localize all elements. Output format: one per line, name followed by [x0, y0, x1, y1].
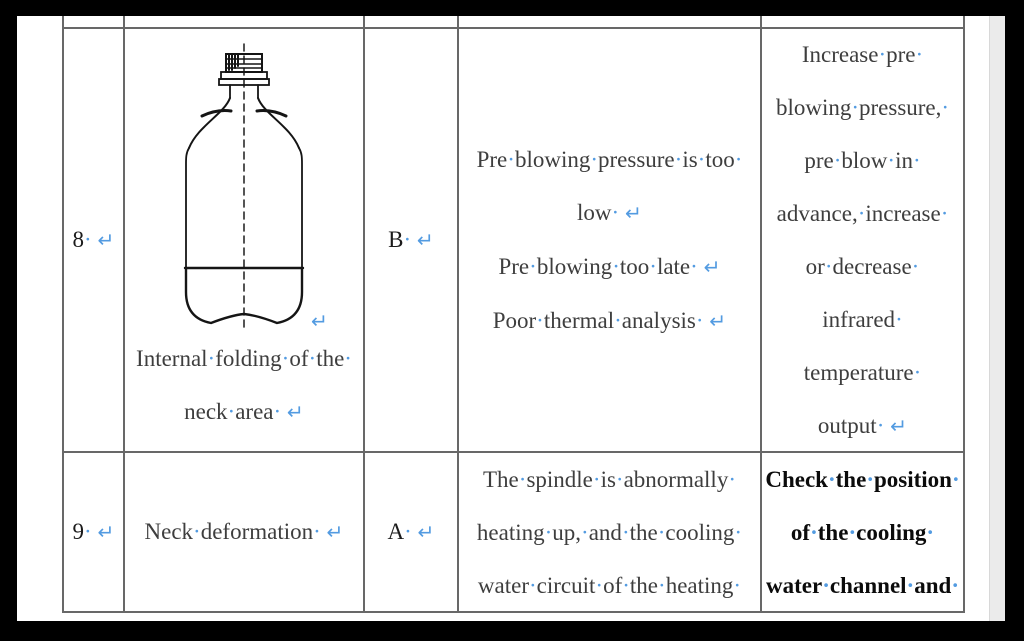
row-number: 8· ↵	[72, 227, 115, 252]
defect-label: Neck·deformation· ↵	[144, 519, 344, 544]
solution-line: or·decrease·	[805, 253, 920, 279]
cell-row9-solution[interactable]	[762, 453, 965, 613]
defect-caption-line: Internal·folding·of·the·	[136, 345, 352, 371]
cell-row8-grade[interactable]	[365, 29, 459, 453]
cause-line: The·spindle·is·abnormally·	[483, 466, 736, 492]
bottle-figure[interactable]	[182, 42, 328, 333]
cell-top-sliver-number	[64, 16, 125, 29]
solution-line: blowing·pressure,·	[775, 94, 950, 120]
cause-line: Pre·blowing·pressure·is·too·	[476, 146, 743, 172]
cell-row8-solution[interactable]	[762, 29, 965, 453]
cell-row8-cause[interactable]	[459, 29, 762, 453]
row-number: 9· ↵	[72, 519, 115, 544]
cause-line: Poor·thermal·analysis· ↵	[492, 307, 727, 333]
cause-line: water·circuit·of·the·heating·	[477, 572, 742, 598]
solution-line: temperature·	[803, 359, 922, 385]
grade-label: A· ↵	[387, 519, 435, 544]
cell-row9-grade[interactable]	[365, 453, 459, 613]
cell-row8-defect[interactable]	[125, 29, 365, 453]
solution-line: output· ↵	[817, 412, 908, 438]
bottle-line-drawing	[182, 42, 306, 332]
solution-line: advance,·increase·	[776, 200, 949, 226]
cell-row9-defect[interactable]	[125, 453, 365, 613]
defect-table	[62, 16, 965, 613]
solution-line: of·the·cooling·	[790, 519, 935, 545]
grade-label: B· ↵	[388, 227, 434, 252]
solution-line: Check·the·position·	[765, 466, 960, 492]
cause-line: Pre·blowing·too·late· ↵	[498, 253, 721, 279]
cell-top-sliver-solution	[762, 16, 965, 29]
solution-line: Increase·pre·	[801, 41, 924, 67]
solution-line: pre·blow·in·	[804, 147, 921, 173]
cell-top-sliver-grade	[365, 16, 459, 29]
right-edge-strip	[989, 16, 1005, 621]
cause-line: heating·up,·and·the·cooling·	[476, 519, 743, 545]
paragraph-return-icon: ↵	[311, 308, 328, 333]
cell-row9-number[interactable]	[64, 453, 125, 613]
solution-line: water·channel·and·	[766, 572, 959, 598]
cause-line: low· ↵	[577, 199, 642, 225]
cell-top-sliver-cause	[459, 16, 762, 29]
cell-top-sliver-defect	[125, 16, 365, 29]
cell-row9-cause[interactable]	[459, 453, 762, 613]
cell-row8-number[interactable]	[64, 29, 125, 453]
document-page[interactable]	[17, 16, 989, 621]
solution-line: infrared·	[822, 306, 903, 332]
defect-caption-line: neck·area· ↵	[184, 398, 304, 424]
